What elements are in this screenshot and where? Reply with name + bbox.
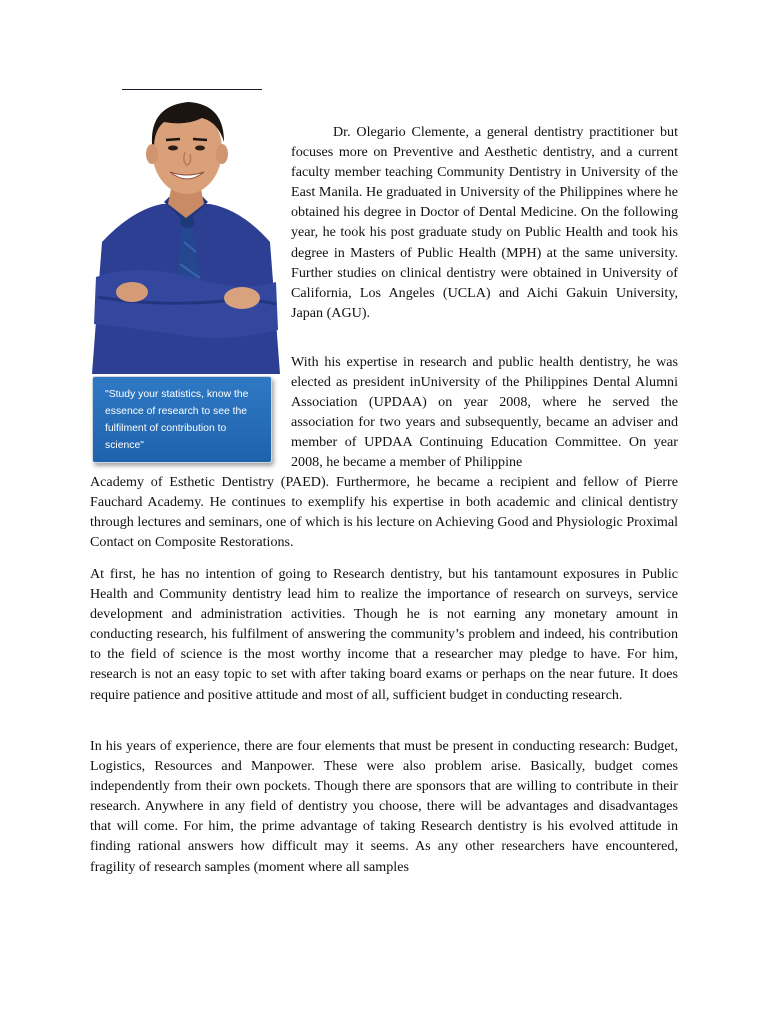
top-rule (122, 89, 262, 90)
paragraph-research-intent: At first, he has no intention of going to Research dentistry, but his tantamount exposures in Public Health and Community dentistry lead him to realize the importance of research on surveys, service development and administration activities. Though he is not earning any monetary amount in conducting research, his fulfilment of answering the community’s problem and indeed, his contribution to the field of science is the most worthy income that a researcher may pledge to have. For him, research is not an easy topic to set with after taking board exams or perhaps on the near future. It does require patience and positive attitude and most of all, sufficient budget in conducting research. (90, 566, 678, 703)
paragraph-expertise-bottom: Academy of Esthetic Dentistry (PAED). Furthermore, he became a recipient and fellow of Pierre Fauchard Academy. He continues to exemplify his expertise in both academic and clinical dentistry through lectures and seminars, one of which is his lecture on Achieving Good and Physiologic Proximal Contact on Composite Restorations. (90, 474, 678, 551)
quote-text: "Study your statistics, know the essence of research to see the fulfilment of contribution to science" (105, 389, 249, 451)
paragraph-intro: Dr. Olegario Clemente, a general dentistry practitioner but focuses more on Preventive and Aesthetic dentistry, and a current faculty member teaching Community Dentistry in University of the East Manila. He graduated in University of the Philippines where he obtained his degree in Doctor of Dental Medicine. On the following year, he took his post graduate study on Public Health and took his degree in Masters of Public Health (MPH) at the same university. Further studies on clinical dentistry were obtained in University of California, Los Angeles (UCLA) and Aichi Gakuin University, Japan (AGU). (291, 124, 678, 321)
portrait-photo (92, 92, 280, 374)
paragraph-research-elements: In his years of experience, there are four elements that must be present in conducting research: Budget, Logistics, Resources and Manpower. These were also problem arise. Basically, budget comes independently from their own pockets. Though there are sponsors that are willing to contribute in their research. Anywhere in any field of dentistry you choose, there will be advantages and disadvantages that will come. For him, the prime advantage of taking Research dentistry is his evolved attitude in finding rational answers how difficult may it seems. As any other researchers have encountered, fragility of research samples (moment where all samples (90, 738, 678, 875)
quote-callout (92, 376, 272, 463)
paragraph-expertise-top: With his expertise in research and public health dentistry, he was elected as president inUniversity of the Philippines Dental Alumni Association (UPDAA) on year 2008, where he served the association for two years and subsequently, became an adviser and member of UPDAA Continuing Education Committee. On year 2008, he became a member of Philippine (291, 354, 678, 471)
portrait-illustration (92, 92, 280, 374)
